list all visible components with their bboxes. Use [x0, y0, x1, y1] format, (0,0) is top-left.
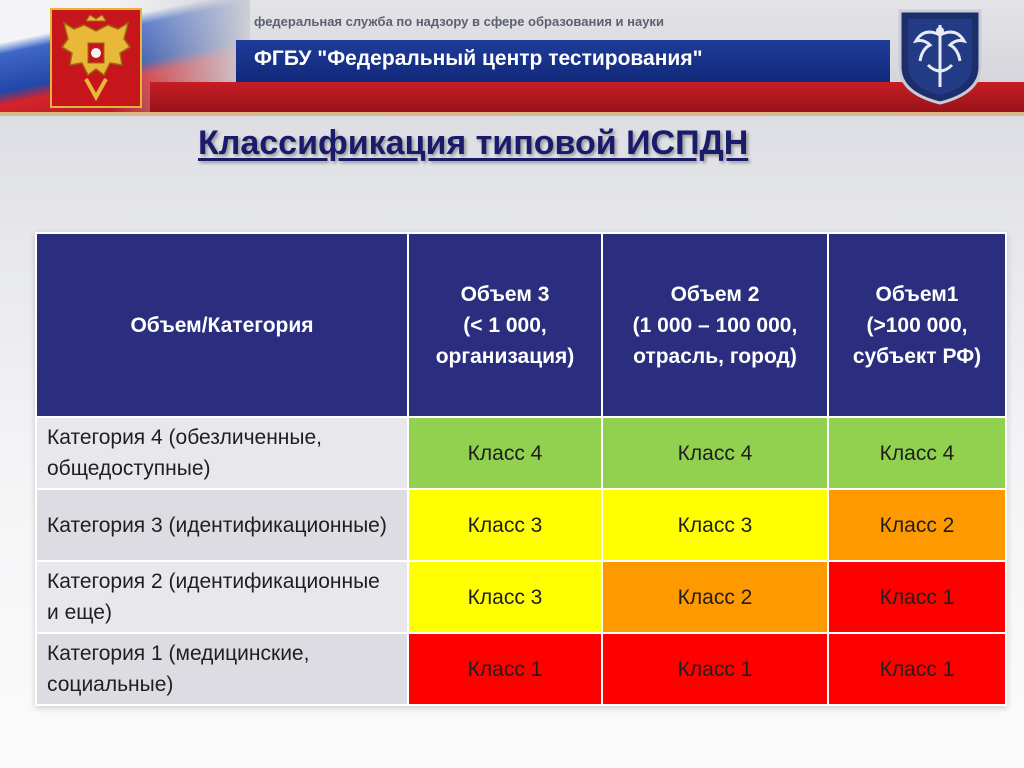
classification-table — [35, 232, 1007, 706]
column-header-line: (1 000 – 100 000, — [632, 313, 798, 337]
class-cell: Класс 1 — [602, 633, 828, 705]
header-divider — [0, 112, 1024, 116]
column-header-line: (< 1 000, — [463, 313, 547, 337]
category-cell: Категория 2 (идентификационные и еще) — [36, 561, 408, 633]
category-cell: Категория 1 (медицинские, социальные) — [36, 633, 408, 705]
column-header-line: Объем 3 — [460, 282, 550, 306]
class-cell: Класс 1 — [408, 633, 602, 705]
class-cell: Класс 1 — [828, 633, 1006, 705]
class-cell: Класс 1 — [828, 561, 1006, 633]
class-cell: Класс 3 — [408, 561, 602, 633]
class-cell: Класс 4 — [602, 417, 828, 489]
table-header-row — [36, 233, 1006, 417]
class-cell: Класс 4 — [408, 417, 602, 489]
class-cell: Класс 3 — [408, 489, 602, 561]
slide-title: Классификация типовой ИСПДН — [198, 124, 749, 162]
column-header-volume-1 — [828, 233, 1006, 417]
column-header-line: Объем 2 — [670, 282, 760, 306]
column-header-line: субъект РФ) — [852, 344, 982, 368]
corner-header: Объем/Категория — [36, 233, 408, 417]
class-cell: Класс 3 — [602, 489, 828, 561]
coat-of-arms-russia-icon — [50, 8, 142, 108]
table-row — [36, 489, 1006, 561]
column-header-volume-2 — [602, 233, 828, 417]
class-cell: Класс 2 — [828, 489, 1006, 561]
table-row — [36, 561, 1006, 633]
column-header-line: отрасль, город) — [633, 344, 797, 368]
slide-header — [0, 0, 1024, 112]
category-cell: Категория 3 (идентификационные) — [36, 489, 408, 561]
agency-name: федеральная служба по надзору в сфере образования и науки — [254, 14, 664, 29]
column-header-line: организация) — [435, 344, 575, 368]
class-cell: Класс 4 — [828, 417, 1006, 489]
organization-name: ФГБУ "Федеральный центр тестирования" — [254, 47, 703, 70]
table-row — [36, 633, 1006, 705]
class-cell: Класс 2 — [602, 561, 828, 633]
table-row — [36, 417, 1006, 489]
column-header-line: Объем1 — [875, 282, 959, 306]
emblem-shield-icon — [894, 5, 986, 105]
column-header-line: (>100 000, — [866, 313, 968, 337]
category-cell: Категория 4 (обезличенные, общедоступные) — [36, 417, 408, 489]
header-red-band — [150, 82, 1024, 112]
column-header-volume-3 — [408, 233, 602, 417]
